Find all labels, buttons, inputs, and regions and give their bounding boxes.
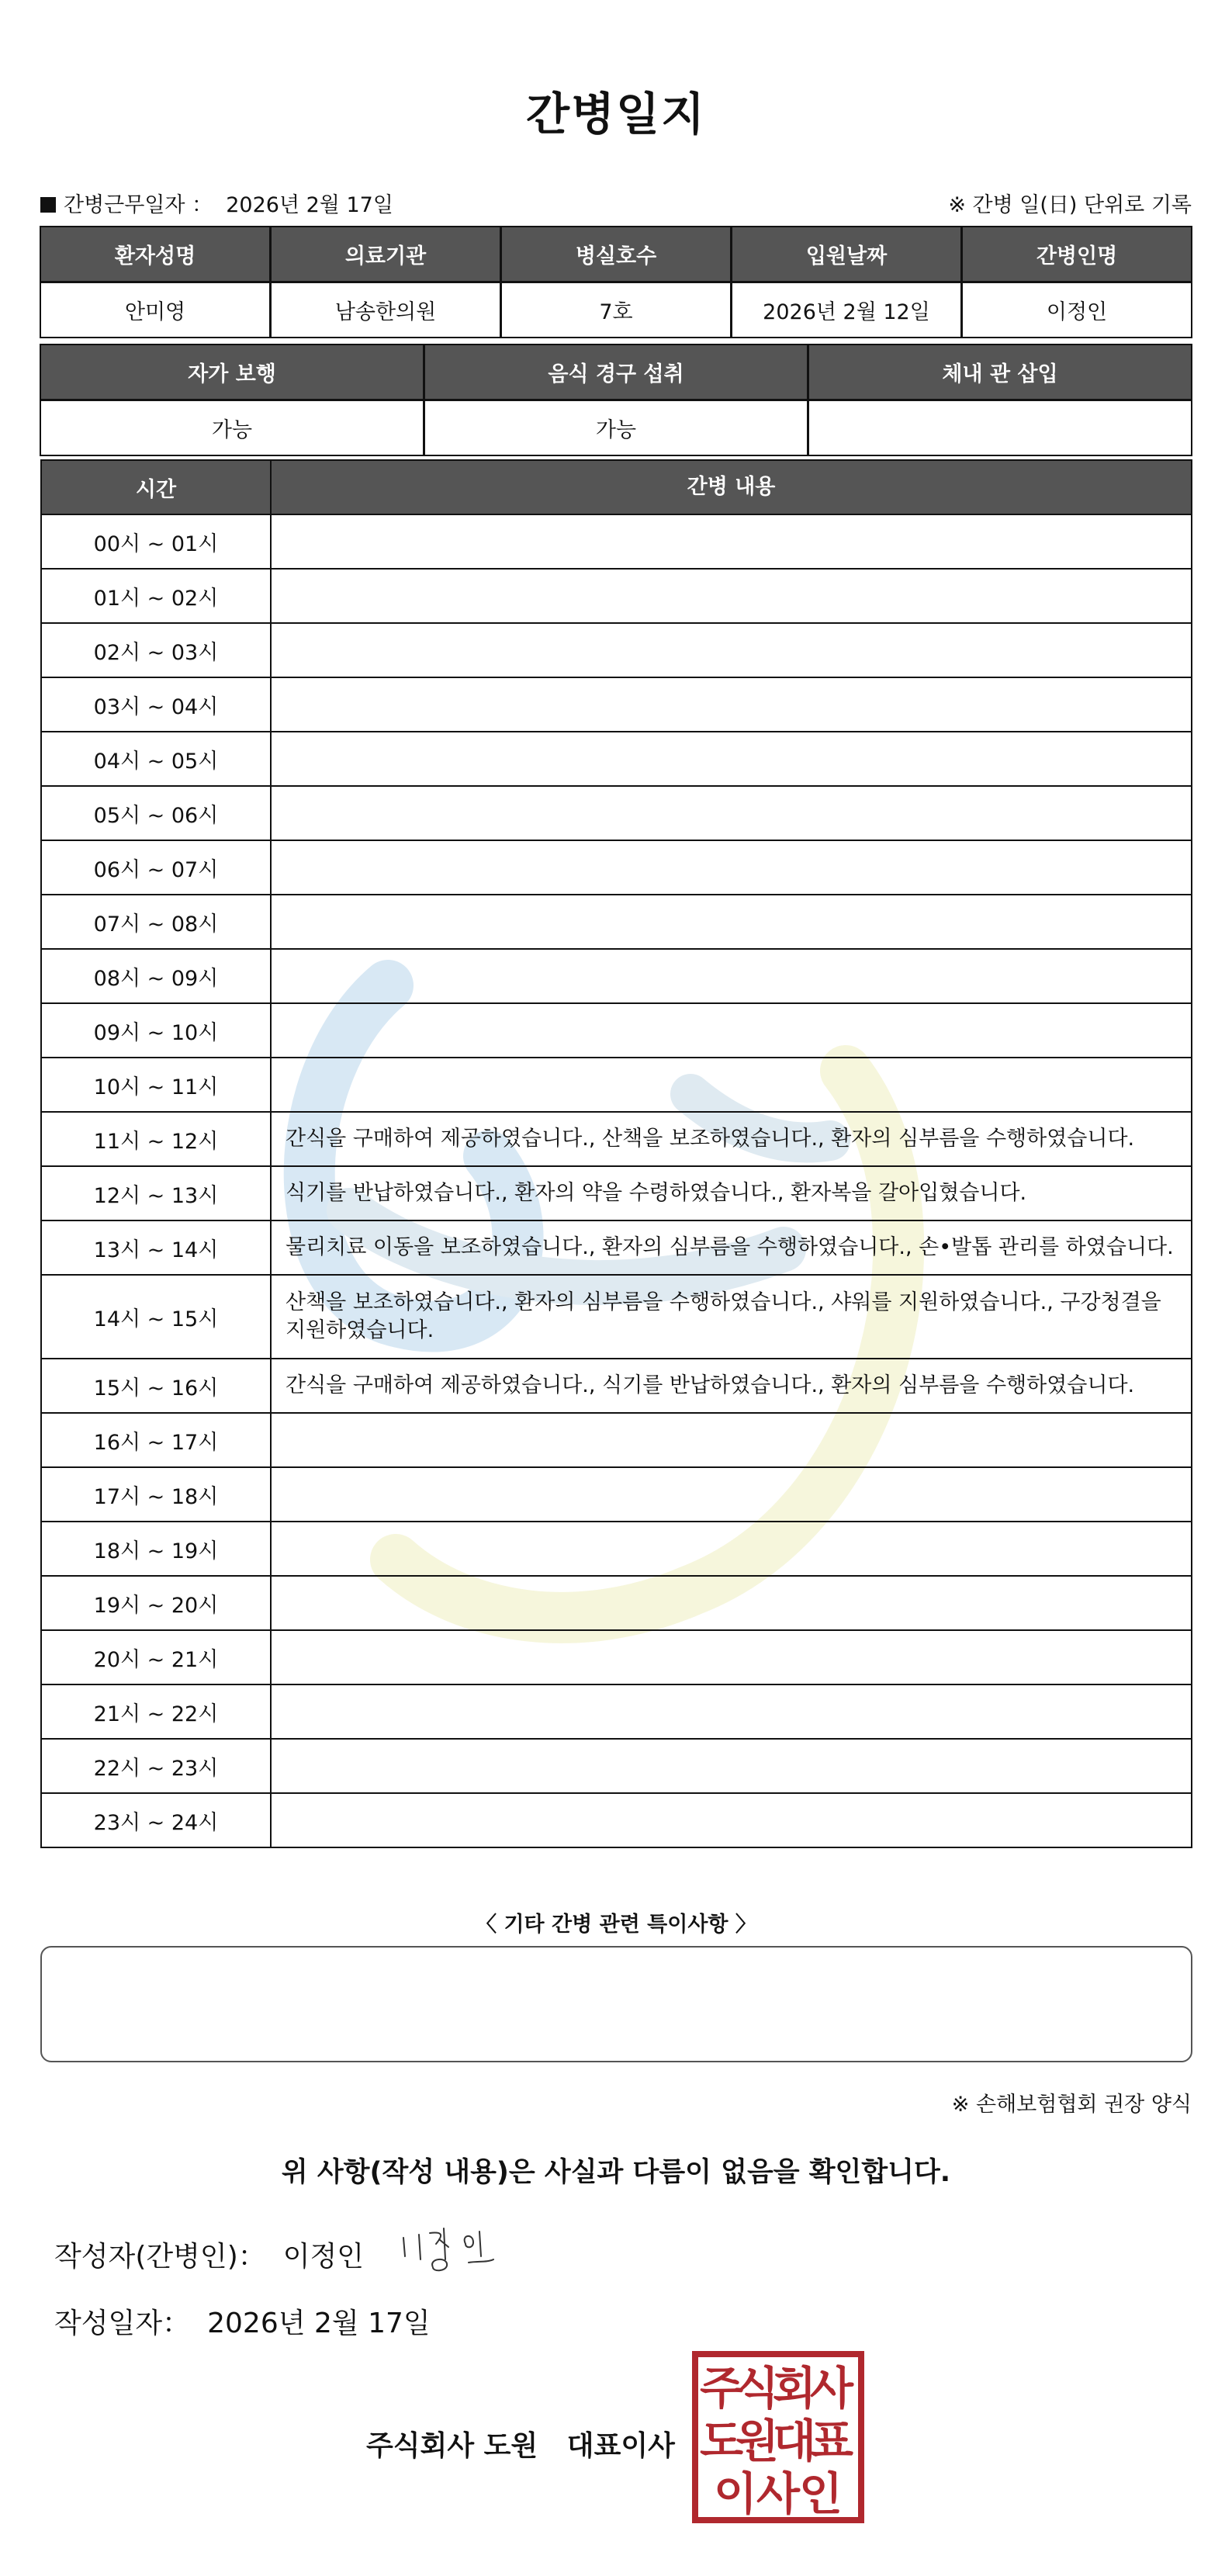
- log-content-field[interactable]: [272, 570, 1191, 622]
- log-row: [40, 568, 1192, 624]
- header-time: 시간: [42, 461, 272, 514]
- log-time-cell: 12시 ~ 13시: [42, 1167, 272, 1220]
- header-oral-intake: 음식 경구 섭취: [424, 344, 808, 400]
- header-caregiver-name: 간병인명: [961, 226, 1192, 282]
- log-time-cell: 20시 ~ 21시: [42, 1631, 272, 1684]
- work-date-value: 2026년 2월 17일: [226, 193, 393, 217]
- log-row: [40, 677, 1192, 732]
- log-row: [40, 894, 1192, 950]
- care-log-table: [40, 461, 1192, 1848]
- capability-table: [40, 345, 1192, 456]
- confirmation-statement: 위 사항(작성 내용)은 사실과 다름이 없음을 확인합니다.: [281, 2157, 951, 2188]
- log-time-cell: 01시 ~ 02시: [42, 570, 272, 622]
- log-content-field[interactable]: 산책을 보조하였습니다., 환자의 심부름을 수행하였습니다., 샤워를 지원하였습니다., 구강청결을 지원하였습니다.: [286, 1290, 1161, 1342]
- log-content-field[interactable]: [272, 1631, 1191, 1684]
- log-row: [40, 1002, 1192, 1058]
- log-time-cell: 04시 ~ 05시: [42, 732, 272, 785]
- log-content-field[interactable]: [272, 950, 1191, 1002]
- log-time-cell: 00시 ~ 01시: [42, 515, 272, 568]
- log-content-field[interactable]: 간식을 구매하여 제공하였습니다., 식기를 반납하였습니다., 환자의 심부름을 수행하였습니다.: [286, 1373, 1135, 1397]
- log-content-field[interactable]: [272, 515, 1191, 568]
- log-row: [40, 1220, 1192, 1276]
- patient-info-table: [40, 227, 1192, 338]
- written-date-label: 작성일자：: [54, 2308, 191, 2339]
- log-time-cell: 14시 ~ 15시: [42, 1276, 272, 1358]
- log-row: [40, 840, 1192, 895]
- log-time-cell: 02시 ~ 03시: [42, 624, 272, 677]
- company-name: 주식회사 도원 대표이사: [366, 2430, 675, 2462]
- log-content-field[interactable]: 식기를 반납하였습니다., 환자의 약을 수령하였습니다., 환자복을 갈아입혔습니다.: [286, 1181, 1027, 1205]
- svg-text:이: 이: [713, 2467, 758, 2520]
- written-date-line: [54, 2301, 431, 2341]
- writer-name: 이정인: [282, 2241, 365, 2273]
- svg-text:사: 사: [756, 2467, 801, 2520]
- signature-image: [397, 2224, 506, 2278]
- log-content-field[interactable]: [272, 1058, 1191, 1111]
- tube-insertion-field[interactable]: [808, 400, 1192, 456]
- unit-note: ※ 간병 일(日) 단위로 기록: [948, 193, 1192, 217]
- log-row: [40, 1466, 1192, 1522]
- self-walking-field[interactable]: 가능: [40, 400, 424, 456]
- log-content-field[interactable]: [272, 678, 1191, 731]
- svg-text:원: 원: [735, 2415, 780, 2467]
- log-content-field[interactable]: [272, 787, 1191, 840]
- log-time-cell: 03시 ~ 04시: [42, 678, 272, 731]
- writer-line: [54, 2235, 364, 2274]
- svg-text:도: 도: [699, 2415, 744, 2467]
- writer-label: 작성자(간병인)：: [54, 2241, 266, 2273]
- log-time-cell: 19시 ~ 20시: [42, 1577, 272, 1629]
- svg-text:사: 사: [809, 2362, 854, 2415]
- log-content-field[interactable]: [272, 1794, 1191, 1847]
- header-admission-date: 입원날짜: [731, 226, 962, 282]
- log-content-field[interactable]: [272, 1004, 1191, 1057]
- log-row: [40, 514, 1192, 570]
- log-row: [40, 1629, 1192, 1685]
- log-content-field[interactable]: [272, 1685, 1191, 1738]
- log-time-cell: 06시 ~ 07시: [42, 841, 272, 894]
- log-time-cell: 21시 ~ 22시: [42, 1685, 272, 1738]
- log-time-cell: 09시 ~ 10시: [42, 1004, 272, 1057]
- admission-date-field[interactable]: 2026년 2월 12일: [731, 282, 962, 338]
- log-row: [40, 1358, 1192, 1414]
- log-time-cell: 23시 ~ 24시: [42, 1794, 272, 1847]
- header-self-walking: 자가 보행: [40, 344, 424, 400]
- log-content-field[interactable]: [272, 1740, 1191, 1792]
- log-row: [40, 785, 1192, 841]
- recommend-note: ※ 손해보험협회 권장 양식: [951, 2093, 1192, 2117]
- log-content-field[interactable]: [272, 1468, 1191, 1521]
- room-number-field[interactable]: 7호: [500, 282, 732, 338]
- log-content-field[interactable]: [272, 1522, 1191, 1575]
- log-content-field[interactable]: 간식을 구매하여 제공하였습니다., 산책을 보조하였습니다., 환자의 심부름을 수행하였습니다.: [286, 1127, 1135, 1151]
- log-content-field[interactable]: 물리치료 이동을 보조하였습니다., 환자의 심부름을 수행하였습니다., 손•발톱 관리를 하였습니다.: [286, 1235, 1174, 1259]
- log-content-field[interactable]: [272, 1414, 1191, 1466]
- log-time-cell: 05시 ~ 06시: [42, 787, 272, 840]
- log-time-cell: 11시 ~ 12시: [42, 1113, 272, 1165]
- work-date-label: 간병근무일자 ：: [64, 193, 213, 217]
- log-row: [40, 1111, 1192, 1167]
- log-content-field[interactable]: [272, 1577, 1191, 1629]
- log-time-cell: 15시 ~ 16시: [42, 1359, 272, 1412]
- log-header-row: [40, 459, 1192, 515]
- company-seal-stamp: [692, 2351, 864, 2523]
- log-time-cell: 16시 ~ 17시: [42, 1414, 272, 1466]
- log-row: [40, 1057, 1192, 1113]
- log-content-field[interactable]: [272, 732, 1191, 785]
- log-time-cell: 07시 ~ 08시: [42, 895, 272, 948]
- log-row: [40, 1684, 1192, 1740]
- header-care-content: 간병 내용: [687, 475, 776, 499]
- log-time-cell: 18시 ~ 19시: [42, 1522, 272, 1575]
- log-content-field[interactable]: [272, 895, 1191, 948]
- log-row: [40, 1165, 1192, 1221]
- svg-text:식: 식: [735, 2362, 780, 2415]
- hospital-field[interactable]: 남송한의원: [270, 282, 501, 338]
- log-time-cell: 08시 ~ 09시: [42, 950, 272, 1002]
- oral-intake-field[interactable]: 가능: [424, 400, 808, 456]
- log-content-field[interactable]: [272, 624, 1191, 677]
- svg-text:표: 표: [809, 2415, 854, 2467]
- log-row: [40, 948, 1192, 1004]
- log-time-cell: 10시 ~ 11시: [42, 1058, 272, 1111]
- header-tube-insertion: 체내 관 삽입: [808, 344, 1192, 400]
- log-content-field[interactable]: [272, 841, 1191, 894]
- log-time-cell: 13시 ~ 14시: [42, 1221, 272, 1274]
- notes-title: 〈 기타 간병 관련 특이사항 〉: [476, 1913, 756, 1937]
- log-row: [40, 1575, 1192, 1631]
- log-row: [40, 1738, 1192, 1794]
- log-row: [40, 1792, 1192, 1848]
- notes-field[interactable]: [40, 1946, 1192, 2062]
- svg-text:회: 회: [772, 2362, 817, 2415]
- page-title: 간병일지: [525, 88, 707, 140]
- log-time-cell: 22시 ~ 23시: [42, 1740, 272, 1792]
- work-date-line: [40, 188, 393, 218]
- log-row: [40, 731, 1192, 787]
- log-time-cell: 17시 ~ 18시: [42, 1468, 272, 1521]
- log-row: [40, 622, 1192, 678]
- log-row: [40, 1521, 1192, 1577]
- caregiver-name-field[interactable]: 이정인: [961, 282, 1192, 338]
- written-date-value: 2026년 2월 17일: [207, 2308, 431, 2339]
- log-row: [40, 1274, 1192, 1359]
- square-bullet-icon: [40, 197, 56, 213]
- patient-name-field[interactable]: 안미영: [40, 282, 271, 338]
- header-patient-name: 환자성명: [40, 226, 271, 282]
- svg-text:주: 주: [699, 2362, 744, 2415]
- svg-text:인: 인: [798, 2467, 843, 2520]
- header-hospital: 의료기관: [270, 226, 501, 282]
- svg-text:대: 대: [772, 2415, 817, 2467]
- log-row: [40, 1412, 1192, 1468]
- header-room-number: 병실호수: [500, 226, 732, 282]
